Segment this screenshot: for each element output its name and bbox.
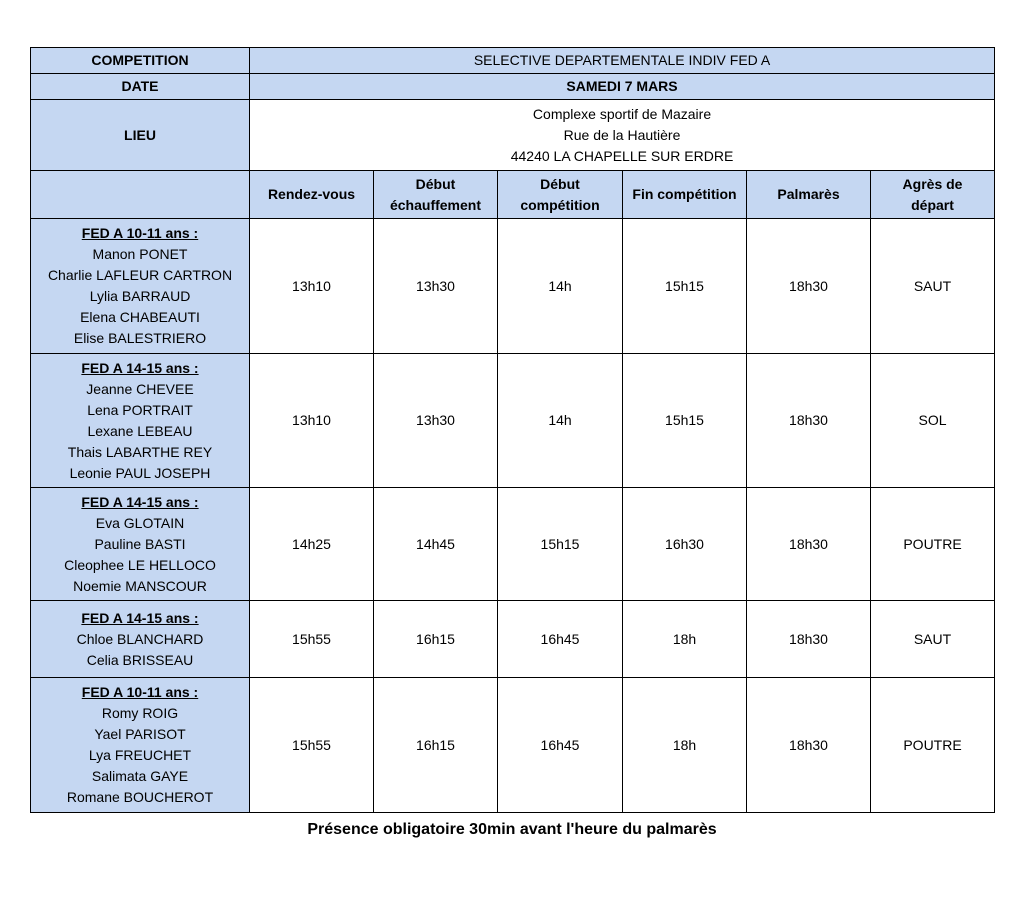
lieu-row xyxy=(31,100,995,171)
athlete-name: Salimata GAYE xyxy=(91,768,189,784)
cell-fin: 15h15 xyxy=(623,354,747,488)
group-row xyxy=(31,678,995,813)
athlete-name: Celia BRISSEAU xyxy=(86,651,194,668)
group-athletes xyxy=(31,601,250,678)
column-header-empty xyxy=(31,171,250,219)
cell-fin: 18h xyxy=(623,678,747,813)
date-row xyxy=(31,74,995,100)
group-title: FED A 14-15 ans : xyxy=(81,359,199,376)
group-athletes xyxy=(31,219,250,354)
athlete-name: Manon PONET xyxy=(92,246,188,262)
column-header xyxy=(250,171,374,219)
athlete-name: Romy ROIG xyxy=(101,705,179,721)
lieu-value xyxy=(250,100,995,171)
athlete-name: Lexane LEBEAU xyxy=(87,422,193,439)
athlete-name: Cleophee LE HELLOCO xyxy=(64,556,216,573)
cell-palmares: 18h30 xyxy=(747,488,871,601)
group-title: FED A 14-15 ans : xyxy=(81,609,199,626)
group-title: FED A 14-15 ans : xyxy=(81,493,199,510)
group-row xyxy=(31,488,995,601)
column-header xyxy=(498,171,623,219)
column-header-line: Rendez-vous xyxy=(267,186,356,202)
column-header-line: Fin compétition xyxy=(632,186,737,202)
athlete-name: Pauline BASTI xyxy=(94,535,186,552)
date-label: DATE xyxy=(31,74,250,100)
group-row xyxy=(31,219,995,354)
group-title: FED A 10-11 ans : xyxy=(81,225,199,241)
column-header-line: échauffement xyxy=(389,196,482,213)
cell-debut: 16h45 xyxy=(498,601,623,678)
competition-label: COMPETITION xyxy=(31,48,250,74)
column-header xyxy=(747,171,871,219)
cell-agres: SOL xyxy=(871,354,995,488)
athlete-name: Lylia BARRAUD xyxy=(89,288,191,304)
cell-rdv: 15h55 xyxy=(250,601,374,678)
cell-agres: POUTRE xyxy=(871,488,995,601)
cell-echauffement: 14h45 xyxy=(374,488,498,601)
cell-debut: 14h xyxy=(498,354,623,488)
cell-rdv: 15h55 xyxy=(250,678,374,813)
column-header-line: Début xyxy=(540,175,580,192)
column-header-row xyxy=(31,171,995,219)
athlete-name: Noemie MANSCOUR xyxy=(73,577,207,594)
group-athletes xyxy=(31,678,250,813)
cell-agres: SAUT xyxy=(871,601,995,678)
cell-fin: 18h xyxy=(623,601,747,678)
athlete-name: Lena PORTRAIT xyxy=(87,401,193,418)
athlete-name: Leonie PAUL JOSEPH xyxy=(69,464,211,481)
athlete-name: Charlie LAFLEUR CARTRON xyxy=(47,267,233,283)
cell-echauffement: 13h30 xyxy=(374,219,498,354)
athlete-name: Eva GLOTAIN xyxy=(95,514,185,531)
cell-debut: 14h xyxy=(498,219,623,354)
cell-fin: 15h15 xyxy=(623,219,747,354)
cell-rdv: 13h10 xyxy=(250,354,374,488)
cell-palmares: 18h30 xyxy=(747,678,871,813)
column-header xyxy=(871,171,995,219)
group-title: FED A 10-11 ans : xyxy=(81,684,199,700)
date-value: SAMEDI 7 MARS xyxy=(250,74,995,100)
lieu-line: Complexe sportif de Mazaire xyxy=(532,105,712,122)
group-row xyxy=(31,601,995,678)
group-athletes xyxy=(31,354,250,488)
column-header-line: compétition xyxy=(520,196,600,213)
footer-note: Présence obligatoire 30min avant l'heure du palmarès xyxy=(307,821,717,838)
cell-debut: 16h45 xyxy=(498,678,623,813)
cell-palmares: 18h30 xyxy=(747,601,871,678)
cell-rdv: 13h10 xyxy=(250,219,374,354)
column-header xyxy=(374,171,498,219)
column-header-line: Agrès de xyxy=(902,175,963,192)
athlete-name: Jeanne CHEVEE xyxy=(86,380,194,397)
cell-fin: 16h30 xyxy=(623,488,747,601)
athlete-name: Elise BALESTRIERO xyxy=(73,330,207,346)
lieu-line: 44240 LA CHAPELLE SUR ERDRE xyxy=(510,147,734,164)
lieu-line: Rue de la Hautière xyxy=(563,126,681,143)
lieu-label: LIEU xyxy=(31,100,250,171)
column-header-line: Palmarès xyxy=(777,186,840,202)
column-header xyxy=(623,171,747,219)
athlete-name: Lya FREUCHET xyxy=(88,747,192,763)
column-header-line: départ xyxy=(911,196,954,213)
cell-rdv: 14h25 xyxy=(250,488,374,601)
column-header-line: Début xyxy=(415,175,456,192)
cell-debut: 15h15 xyxy=(498,488,623,601)
cell-palmares: 18h30 xyxy=(747,354,871,488)
group-row xyxy=(31,354,995,488)
cell-echauffement: 16h15 xyxy=(374,601,498,678)
cell-agres: SAUT xyxy=(871,219,995,354)
athlete-name: Thais LABARTHE REY xyxy=(67,443,213,460)
athlete-name: Yael PARISOT xyxy=(94,726,186,742)
athlete-name: Romane BOUCHEROT xyxy=(66,789,214,805)
competition-row xyxy=(31,48,995,74)
cell-echauffement: 13h30 xyxy=(374,354,498,488)
athlete-name: Chloe BLANCHARD xyxy=(76,630,204,647)
cell-agres: POUTRE xyxy=(871,678,995,813)
cell-echauffement: 16h15 xyxy=(374,678,498,813)
schedule-table xyxy=(30,47,995,813)
athlete-name: Elena CHABEAUTI xyxy=(80,309,200,325)
group-athletes xyxy=(31,488,250,601)
cell-palmares: 18h30 xyxy=(747,219,871,354)
competition-value: SELECTIVE DEPARTEMENTALE INDIV FED A xyxy=(250,48,995,74)
